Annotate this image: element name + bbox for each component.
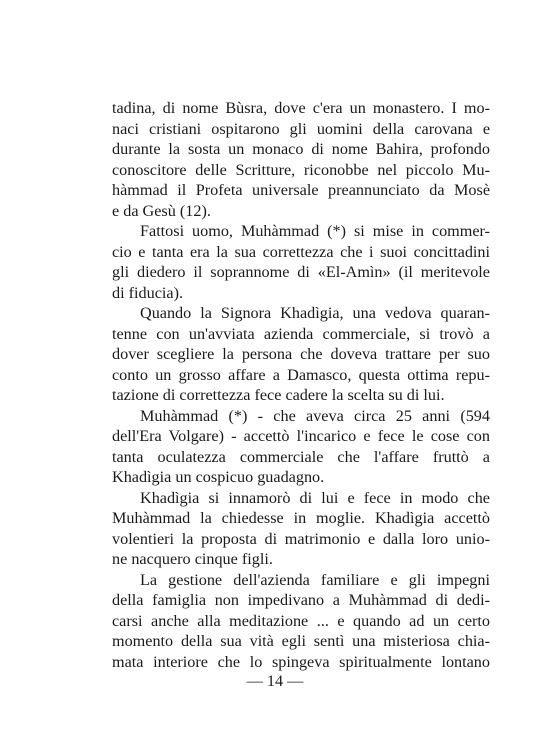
- text-line: La gestione dell'azienda familiare e gli impegni: [140, 570, 490, 589]
- text-line: Muhàmmad la chiedesse in moglie. Khadìgia accettò: [112, 509, 490, 527]
- text-line: tazione di correttezza fece cadere la scelta su di lui.: [112, 386, 445, 404]
- text-line: Khadìgia si innamorò di lui e fece in modo che: [140, 488, 490, 507]
- text-line: conoscitore delle Scritture, riconobbe nel piccolo Mu-: [112, 160, 490, 179]
- text-line: cio e tanta era la sua correttezza che i suoi concittadini: [112, 242, 490, 261]
- text-line: tadina, di nome Bùsra, dove c'era un monastero. I mo-: [112, 99, 490, 117]
- text-line: durante la sosta un monaco di nome Bahira, profondo: [112, 140, 490, 158]
- body-text: [112, 98, 490, 672]
- page-number: — 14 —: [246, 672, 304, 690]
- text-line: hàmmad il Profeta universale preannunciato da Mosè: [112, 181, 490, 199]
- text-line: conto un grosso affare a Damasco, questa ottima repu-: [112, 365, 490, 384]
- text-line: naci cristiani ospitarono gli uomini della carovana e: [112, 119, 490, 138]
- text-line: dover scegliere la persona che doveva trattare per suo: [112, 345, 490, 363]
- text-line: volentieri la proposta di matrimonio e dalla loro unio-: [112, 529, 490, 548]
- text-line: carsi anche alla meditazione ... e quando ad un certo: [112, 611, 490, 630]
- text-line: e da Gesù (12).: [112, 201, 211, 220]
- text-line: Muhàmmad (*) - che aveva circa 25 anni (594: [140, 406, 490, 425]
- text-line: ne nacquero cinque figli.: [112, 550, 273, 568]
- text-line: Khadìgia un cospicuo guadagno.: [112, 468, 325, 486]
- text-line: gli diedero il soprannome di «El-Amìn» (il meritevole: [112, 263, 490, 281]
- text-line: momento della sua vità egli sentì una misteriosa chia-: [112, 632, 490, 650]
- text-line: di fiducia).: [112, 283, 184, 302]
- text-line: della famiglia non impedivano a Muhàmmad di dedi-: [112, 591, 490, 609]
- text-line: tenne con un'avviata azienda commerciale, si trovò a: [112, 324, 490, 343]
- text-line: mata interiore che lo spingeva spiritualmente lontano: [112, 652, 490, 671]
- text-line: tanta oculatezza commerciale che l'affare fruttò a: [112, 447, 490, 466]
- text-line: dell'Era Volgare) - accettò l'incarico e fece le cose con: [112, 427, 490, 445]
- text-line: Fattosi uomo, Muhàmmad (*) si mise in commer-: [140, 222, 490, 240]
- text-line: Quando la Signora Khadìgia, una vedova quaran-: [140, 304, 490, 322]
